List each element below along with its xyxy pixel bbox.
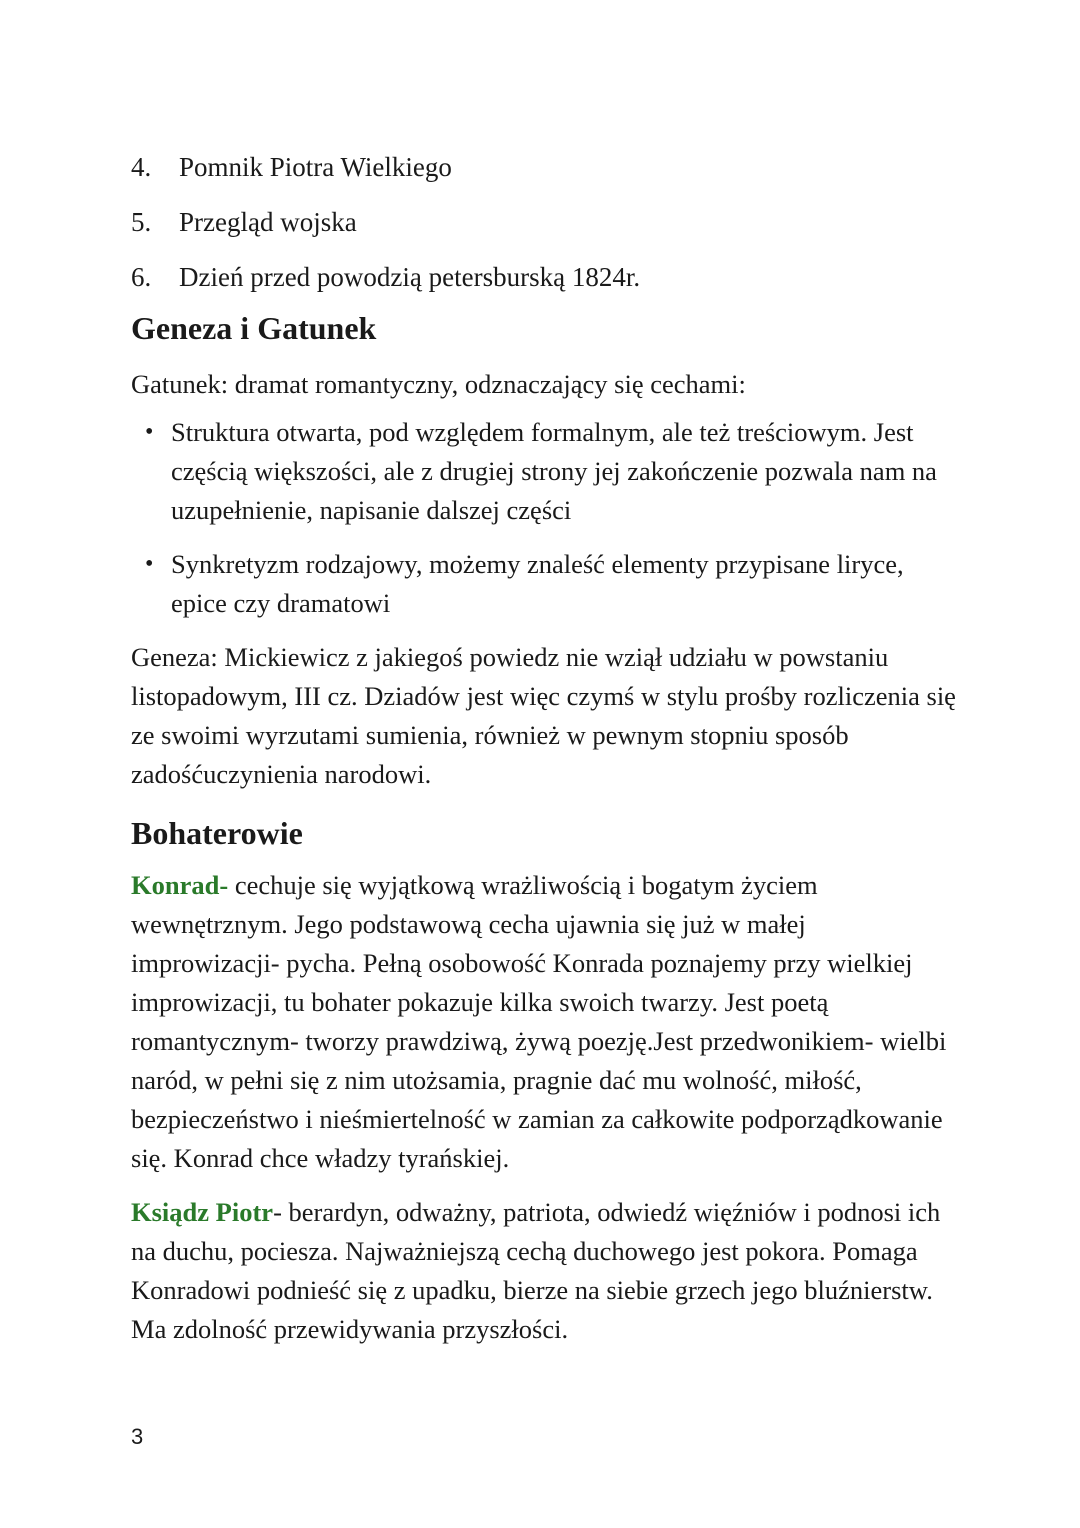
section-heading-geneza: Geneza i Gatunek xyxy=(131,310,377,346)
bullet-icon: • xyxy=(145,551,154,577)
list-item xyxy=(131,250,961,305)
section-heading-bohaterowie: Bohaterowie xyxy=(131,815,303,851)
bullet-list xyxy=(131,413,961,623)
document-page xyxy=(131,140,961,1349)
list-item xyxy=(131,140,961,195)
numbered-list xyxy=(131,140,961,305)
gatunek-intro: Gatunek: dramat romantyczny, odznaczający się cechami: xyxy=(131,369,746,399)
bullet-icon: • xyxy=(145,419,154,445)
list-text: Pomnik Piotra Wielkiego xyxy=(179,152,452,182)
konrad-description: cechuje się wyjątkową wrażliwością i bogatym życiem wewnętrznym. Jego podstawową cecha ujawnia się już w małej improwizacji- pycha. Pełną osobowość Konrada poznajemy przy wielkiej improwizacji, tu bohater pokazuje kilka swoich twarzy. Jest poetą romantycznym- tworzy prawdziwą, żywą poezję.Jest przedwonikiem- wielbi naród, w pełni się z nim utożsamia, pragnie dać mu wolność, miłość, bezpieczeństwo i nieśmiertelność w zamian za całkowite podporządkowanie się. Konrad chce władzy tyrańskiej. xyxy=(131,870,947,1173)
list-number: 5. xyxy=(131,207,152,237)
konrad-paragraph xyxy=(131,866,961,1178)
list-item xyxy=(131,195,961,250)
piotr-paragraph xyxy=(131,1193,961,1349)
page-number: 3 xyxy=(131,1424,144,1449)
bullet-item xyxy=(131,413,961,530)
bullet-item xyxy=(131,545,961,623)
character-name-konrad: Konrad- xyxy=(131,870,229,900)
list-text: Przegląd wojska xyxy=(179,207,357,237)
list-number: 6. xyxy=(131,262,152,292)
piotr-description: - berardyn, odważny, patriota, odwiedź więźniów i podnosi ich na duchu, pociesza. Najważniejszą cechą duchowego jest pokora. Pomaga Konradowi podnieść się z upadku, bierze na siebie grzech jego bluźnierstw. Ma zdolność przewidywania przyszłości. xyxy=(131,1197,941,1344)
character-name-piotr: Ksiądz Piotr xyxy=(131,1197,274,1227)
bullet-text: Struktura otwarta, pod względem formalnym, ale też treściowym. Jest częścią większości, ale z drugiej strony jej zakończenie pozwala nam na uzupełnienie, napisanie dalszej części xyxy=(171,417,937,525)
list-text: Dzień przed powodzią petersburską 1824r. xyxy=(179,262,641,292)
bullet-text: Synkretyzm rodzajowy, możemy znaleść elementy przypisane liryce, epice czy dramatowi xyxy=(171,549,904,618)
geneza-paragraph: Geneza: Mickiewicz z jakiegoś powiedz nie wziął udziału w powstaniu listopadowym, III cz. Dziadów jest więc czymś w stylu prośby rozliczenia się ze swoimi wyrzutami sumienia, również w pewnym stopniu sposób zadośćuczynienia narodowi. xyxy=(131,642,956,789)
list-number: 4. xyxy=(131,152,152,182)
